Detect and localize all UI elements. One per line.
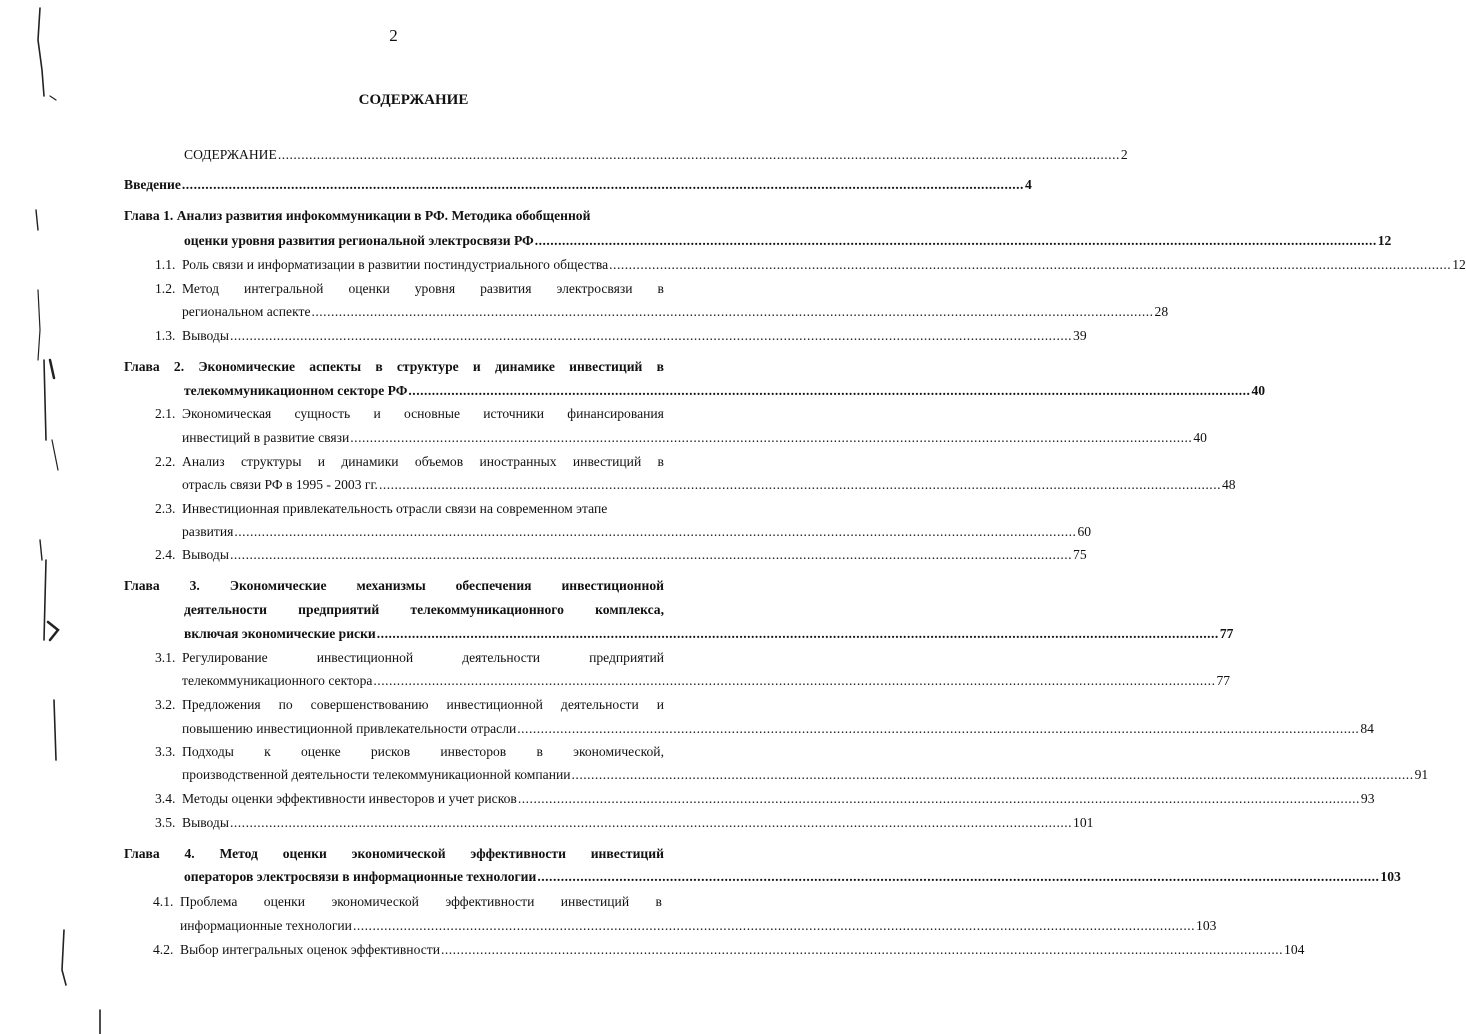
word: Подходы	[182, 744, 234, 759]
toc-page-number: 39	[1073, 328, 1087, 343]
word: деятельности	[560, 697, 639, 712]
word: в	[655, 894, 662, 909]
toc-section-3-3-line-2[interactable]	[182, 766, 1429, 783]
word: электросвязи	[556, 281, 633, 296]
dot-leader: ........................................................................................................................................................................................................................	[350, 430, 1193, 445]
section-number: 3.5.	[155, 815, 176, 830]
toc-section-3-1-line-1[interactable]	[182, 649, 664, 666]
toc-chapter-1-line-2[interactable]	[184, 232, 1392, 249]
dot-leader: ........................................................................................................................................................................................................................	[378, 477, 1221, 492]
word: динамики	[341, 454, 399, 469]
toc-section-4-1-line-2[interactable]	[180, 917, 1217, 934]
word: структуры	[240, 454, 302, 469]
toc-page-number: 60	[1077, 524, 1092, 539]
toc-page-number: 40	[1251, 383, 1266, 398]
toc-entry-title-continued: информационные технологии	[180, 918, 352, 933]
word: основные	[403, 406, 461, 421]
toc-section-2-2-line-1[interactable]	[182, 453, 664, 470]
toc-entry-title: Инвестиционная привлекательность отрасли связи на современном этапе	[182, 501, 608, 516]
dot-leader: ........................................................................................................................................................................................................................	[537, 869, 1380, 884]
toc-section-3-2-line-1[interactable]	[182, 696, 664, 713]
section-number: 3.1.	[155, 650, 176, 665]
section-number: 3.3.	[155, 744, 176, 759]
toc-entry-title: Выводы	[182, 547, 229, 562]
dot-leader: ........................................................................................................................................................................................................................	[534, 233, 1377, 248]
word: деятельности	[462, 650, 541, 665]
toc-page-number: 12	[1452, 257, 1466, 272]
toc-section-3-4[interactable]	[182, 790, 1375, 807]
section-number: 1.1.	[155, 257, 176, 272]
word: 3.	[189, 578, 200, 593]
toc-section-3-5[interactable]	[182, 814, 1094, 831]
toc-page-number: 91	[1414, 767, 1429, 782]
word: обеспечения	[455, 578, 532, 593]
toc-chapter-4-line-1[interactable]	[124, 845, 664, 862]
word: Глава	[124, 359, 160, 374]
word: Метод	[182, 281, 220, 296]
chapter-title-continued: оценки уровня развития региональной электросвязи РФ	[184, 233, 534, 248]
toc-page-number: 40	[1193, 430, 1207, 445]
chapter-label: Глава 1.	[124, 208, 174, 223]
word: оценке	[300, 744, 341, 759]
word: 2.	[173, 359, 185, 374]
toc-page-number: 104	[1284, 942, 1305, 957]
chapter-title-continued: включая экономические риски	[184, 626, 376, 641]
page-number: 2	[389, 26, 398, 45]
toc-page-number: 28	[1154, 304, 1169, 319]
word: телекоммуникационного	[410, 602, 564, 617]
page-title: СОДЕРЖАНИЕ	[358, 92, 469, 108]
word: в	[657, 281, 664, 296]
word: экономической	[351, 846, 446, 861]
word: эффективности	[445, 894, 535, 909]
toc-chapter-3-line-1[interactable]	[124, 577, 664, 594]
word: Предложения	[182, 697, 261, 712]
toc-section-3-3-line-1[interactable]	[182, 743, 664, 760]
word: по	[278, 697, 293, 712]
toc-chapter-2-line-2[interactable]	[184, 382, 1266, 399]
toc-page-number: 48	[1222, 477, 1236, 492]
toc-entry-title-continued: инвестиций в развитие связи	[182, 430, 350, 445]
section-number: 2.4.	[155, 547, 176, 562]
section-number: 3.4.	[155, 791, 176, 806]
word: предприятий	[589, 650, 664, 665]
toc-chapter-3-line-3[interactable]	[184, 625, 1234, 642]
toc-page-number: 101	[1073, 815, 1094, 830]
section-number: 4.2.	[153, 942, 174, 957]
word: Регулирование	[182, 650, 268, 665]
section-number: 4.1.	[153, 894, 174, 909]
word: в	[656, 359, 664, 374]
word: совершенствованию	[310, 697, 429, 712]
word: иностранных	[479, 454, 557, 469]
dot-leader: ........................................................................................................................................................................................................................	[571, 767, 1414, 782]
dot-leader: ........................................................................................................................................................................................................................	[517, 791, 1360, 806]
toc-entry-contents[interactable]	[184, 146, 1128, 163]
toc-section-2-4[interactable]	[182, 546, 1087, 563]
toc-entry-title: Роль связи и информатизации в развитии постиндустриального общества	[182, 257, 609, 272]
dot-leader: ........................................................................................................................................................................................................................	[373, 673, 1216, 688]
word: рисков	[370, 744, 411, 759]
toc-entry-title-continued: телекоммуникационного сектора	[182, 673, 373, 688]
word: Экономические	[229, 578, 327, 593]
toc-entry-title: Выводы	[182, 815, 229, 830]
word: Экономические	[198, 359, 296, 374]
toc-page-number: 103	[1380, 869, 1401, 884]
word: Метод	[219, 846, 258, 861]
word: Экономическая	[182, 406, 272, 421]
word: инвестиций	[590, 846, 664, 861]
toc-chapter-4-line-2[interactable]	[184, 868, 1401, 885]
dot-leader: ........................................................................................................................................................................................................................	[234, 524, 1077, 539]
toc-entry-title-continued: производственной деятельности телекоммуникационной компании	[182, 767, 571, 782]
word: объемов	[414, 454, 464, 469]
dot-leader: ........................................................................................................................................................................................................................	[408, 383, 1251, 398]
word: инвестиционной	[446, 697, 543, 712]
toc-entry-title: Выбор интегральных оценок эффективности	[180, 942, 440, 957]
word: источники	[483, 406, 545, 421]
toc-section-3-1-line-2[interactable]	[182, 672, 1231, 689]
section-number: 1.2.	[155, 281, 176, 296]
dot-leader: ........................................................................................................................................................................................................................	[311, 304, 1154, 319]
word: Анализ	[182, 454, 225, 469]
word: финансирования	[567, 406, 664, 421]
dot-leader: ........................................................................................................................................................................................................................	[229, 547, 1073, 562]
toc-page-number: 77	[1219, 626, 1234, 641]
toc-page-number: 4	[1024, 177, 1032, 192]
word: 4.	[184, 846, 195, 861]
word: оценки	[282, 846, 327, 861]
toc-entry-title-continued: повышению инвестиционной привлекательности отрасли	[182, 721, 517, 736]
toc-entry-title-continued: развития	[182, 524, 234, 539]
section-number: 3.2.	[155, 697, 176, 712]
toc-section-2-3-line-2[interactable]	[182, 523, 1092, 540]
word: уровня	[414, 281, 456, 296]
chapter-title-continued: операторов электросвязи в информационные технологии	[184, 869, 537, 884]
toc-section-4-2[interactable]	[180, 941, 1305, 958]
dot-leader: ........................................................................................................................................................................................................................	[277, 147, 1120, 162]
toc-section-2-2-line-2[interactable]	[182, 476, 1236, 493]
scan-margin-marks	[0, 0, 120, 1034]
word: к	[264, 744, 271, 759]
toc-page-number: 12	[1377, 233, 1392, 248]
dot-leader: ........................................................................................................................................................................................................................	[229, 328, 1073, 343]
toc-page-number: 93	[1360, 791, 1375, 806]
word: инвестиций	[572, 454, 642, 469]
toc-page-number: 103	[1196, 918, 1217, 933]
dot-leader: ........................................................................................................................................................................................................................	[376, 626, 1219, 641]
word: экономической,	[573, 744, 664, 759]
chapter-title: Анализ развития инфокоммуникации в РФ. Методика обобщенной	[176, 208, 591, 223]
dot-leader: ........................................................................................................................................................................................................................	[229, 815, 1073, 830]
toc-entry-title-continued: отрасль связи РФ в 1995 - 2003 гг.	[182, 477, 378, 492]
word: и	[373, 406, 381, 421]
word: структуре	[396, 359, 459, 374]
dot-leader: ........................................................................................................................................................................................................................	[440, 942, 1284, 957]
word: Глава	[124, 846, 160, 861]
word: и	[656, 697, 664, 712]
toc-entry-title: Методы оценки эффективности инвесторов и учет рисков	[182, 791, 517, 806]
toc-chapter-2-line-1[interactable]	[124, 358, 664, 375]
word: деятельности	[184, 602, 267, 617]
word: эффективности	[470, 846, 566, 861]
section-number: 2.1.	[155, 406, 176, 421]
toc-entry-title: Введение	[124, 177, 181, 192]
word: развития	[480, 281, 532, 296]
word: в	[536, 744, 543, 759]
word: инвестиционной	[316, 650, 414, 665]
toc-section-1-3[interactable]	[182, 327, 1087, 344]
word: аспекты	[309, 359, 362, 374]
dot-leader: ........................................................................................................................................................................................................................	[352, 918, 1196, 933]
word: сущность	[294, 406, 351, 421]
word: оценки	[263, 894, 306, 909]
toc-section-3-2-line-2[interactable]	[182, 720, 1374, 737]
section-number: 2.2.	[155, 454, 176, 469]
dot-leader: ........................................................................................................................................................................................................................	[181, 177, 1024, 192]
word: механизмы	[356, 578, 426, 593]
toc-section-2-3-line-1[interactable]	[182, 500, 607, 517]
word: инвестиций	[569, 359, 643, 374]
toc-entry-title: Выводы	[182, 328, 229, 343]
toc-page-number: 75	[1073, 547, 1087, 562]
section-number: 1.3.	[155, 328, 176, 343]
word: интегральной	[244, 281, 324, 296]
word: инвестиций	[560, 894, 630, 909]
section-number: 2.3.	[155, 501, 176, 516]
word: Глава	[124, 578, 160, 593]
word: Проблема	[180, 894, 238, 909]
word: динамике	[494, 359, 555, 374]
toc-section-1-1[interactable]	[182, 256, 1466, 273]
word: комплекса,	[595, 602, 664, 617]
toc-entry-title: СОДЕРЖАНИЕ	[184, 147, 277, 162]
toc-page-number: 84	[1360, 721, 1374, 736]
toc-section-2-1-line-1[interactable]	[182, 405, 664, 422]
toc-page-number: 2	[1120, 147, 1128, 162]
toc-section-1-2-line-1[interactable]	[182, 280, 664, 297]
toc-section-1-2-line-2[interactable]	[182, 303, 1169, 320]
toc-chapter-1-line-1[interactable]	[124, 207, 664, 224]
toc-entry-title-continued: региональном аспекте	[182, 304, 311, 319]
dot-leader: ........................................................................................................................................................................................................................	[517, 721, 1360, 736]
toc-page-number: 77	[1216, 673, 1231, 688]
word: инвестиционной	[561, 578, 664, 593]
toc-section-2-1-line-2[interactable]	[182, 429, 1207, 446]
toc-chapter-3-line-2[interactable]	[184, 601, 664, 618]
word: в	[657, 454, 664, 469]
word: экономической	[331, 894, 419, 909]
toc-section-4-1-line-1[interactable]	[180, 893, 662, 910]
word: инвесторов	[440, 744, 507, 759]
word: и	[317, 454, 326, 469]
word: оценки	[348, 281, 390, 296]
word: и	[472, 359, 481, 374]
word: предприятий	[298, 602, 380, 617]
dot-leader: ........................................................................................................................................................................................................................	[609, 257, 1452, 272]
chapter-title-continued: телекоммуникационном секторе РФ	[184, 383, 408, 398]
word: в	[375, 359, 383, 374]
toc-entry-introduction[interactable]	[124, 176, 1032, 193]
